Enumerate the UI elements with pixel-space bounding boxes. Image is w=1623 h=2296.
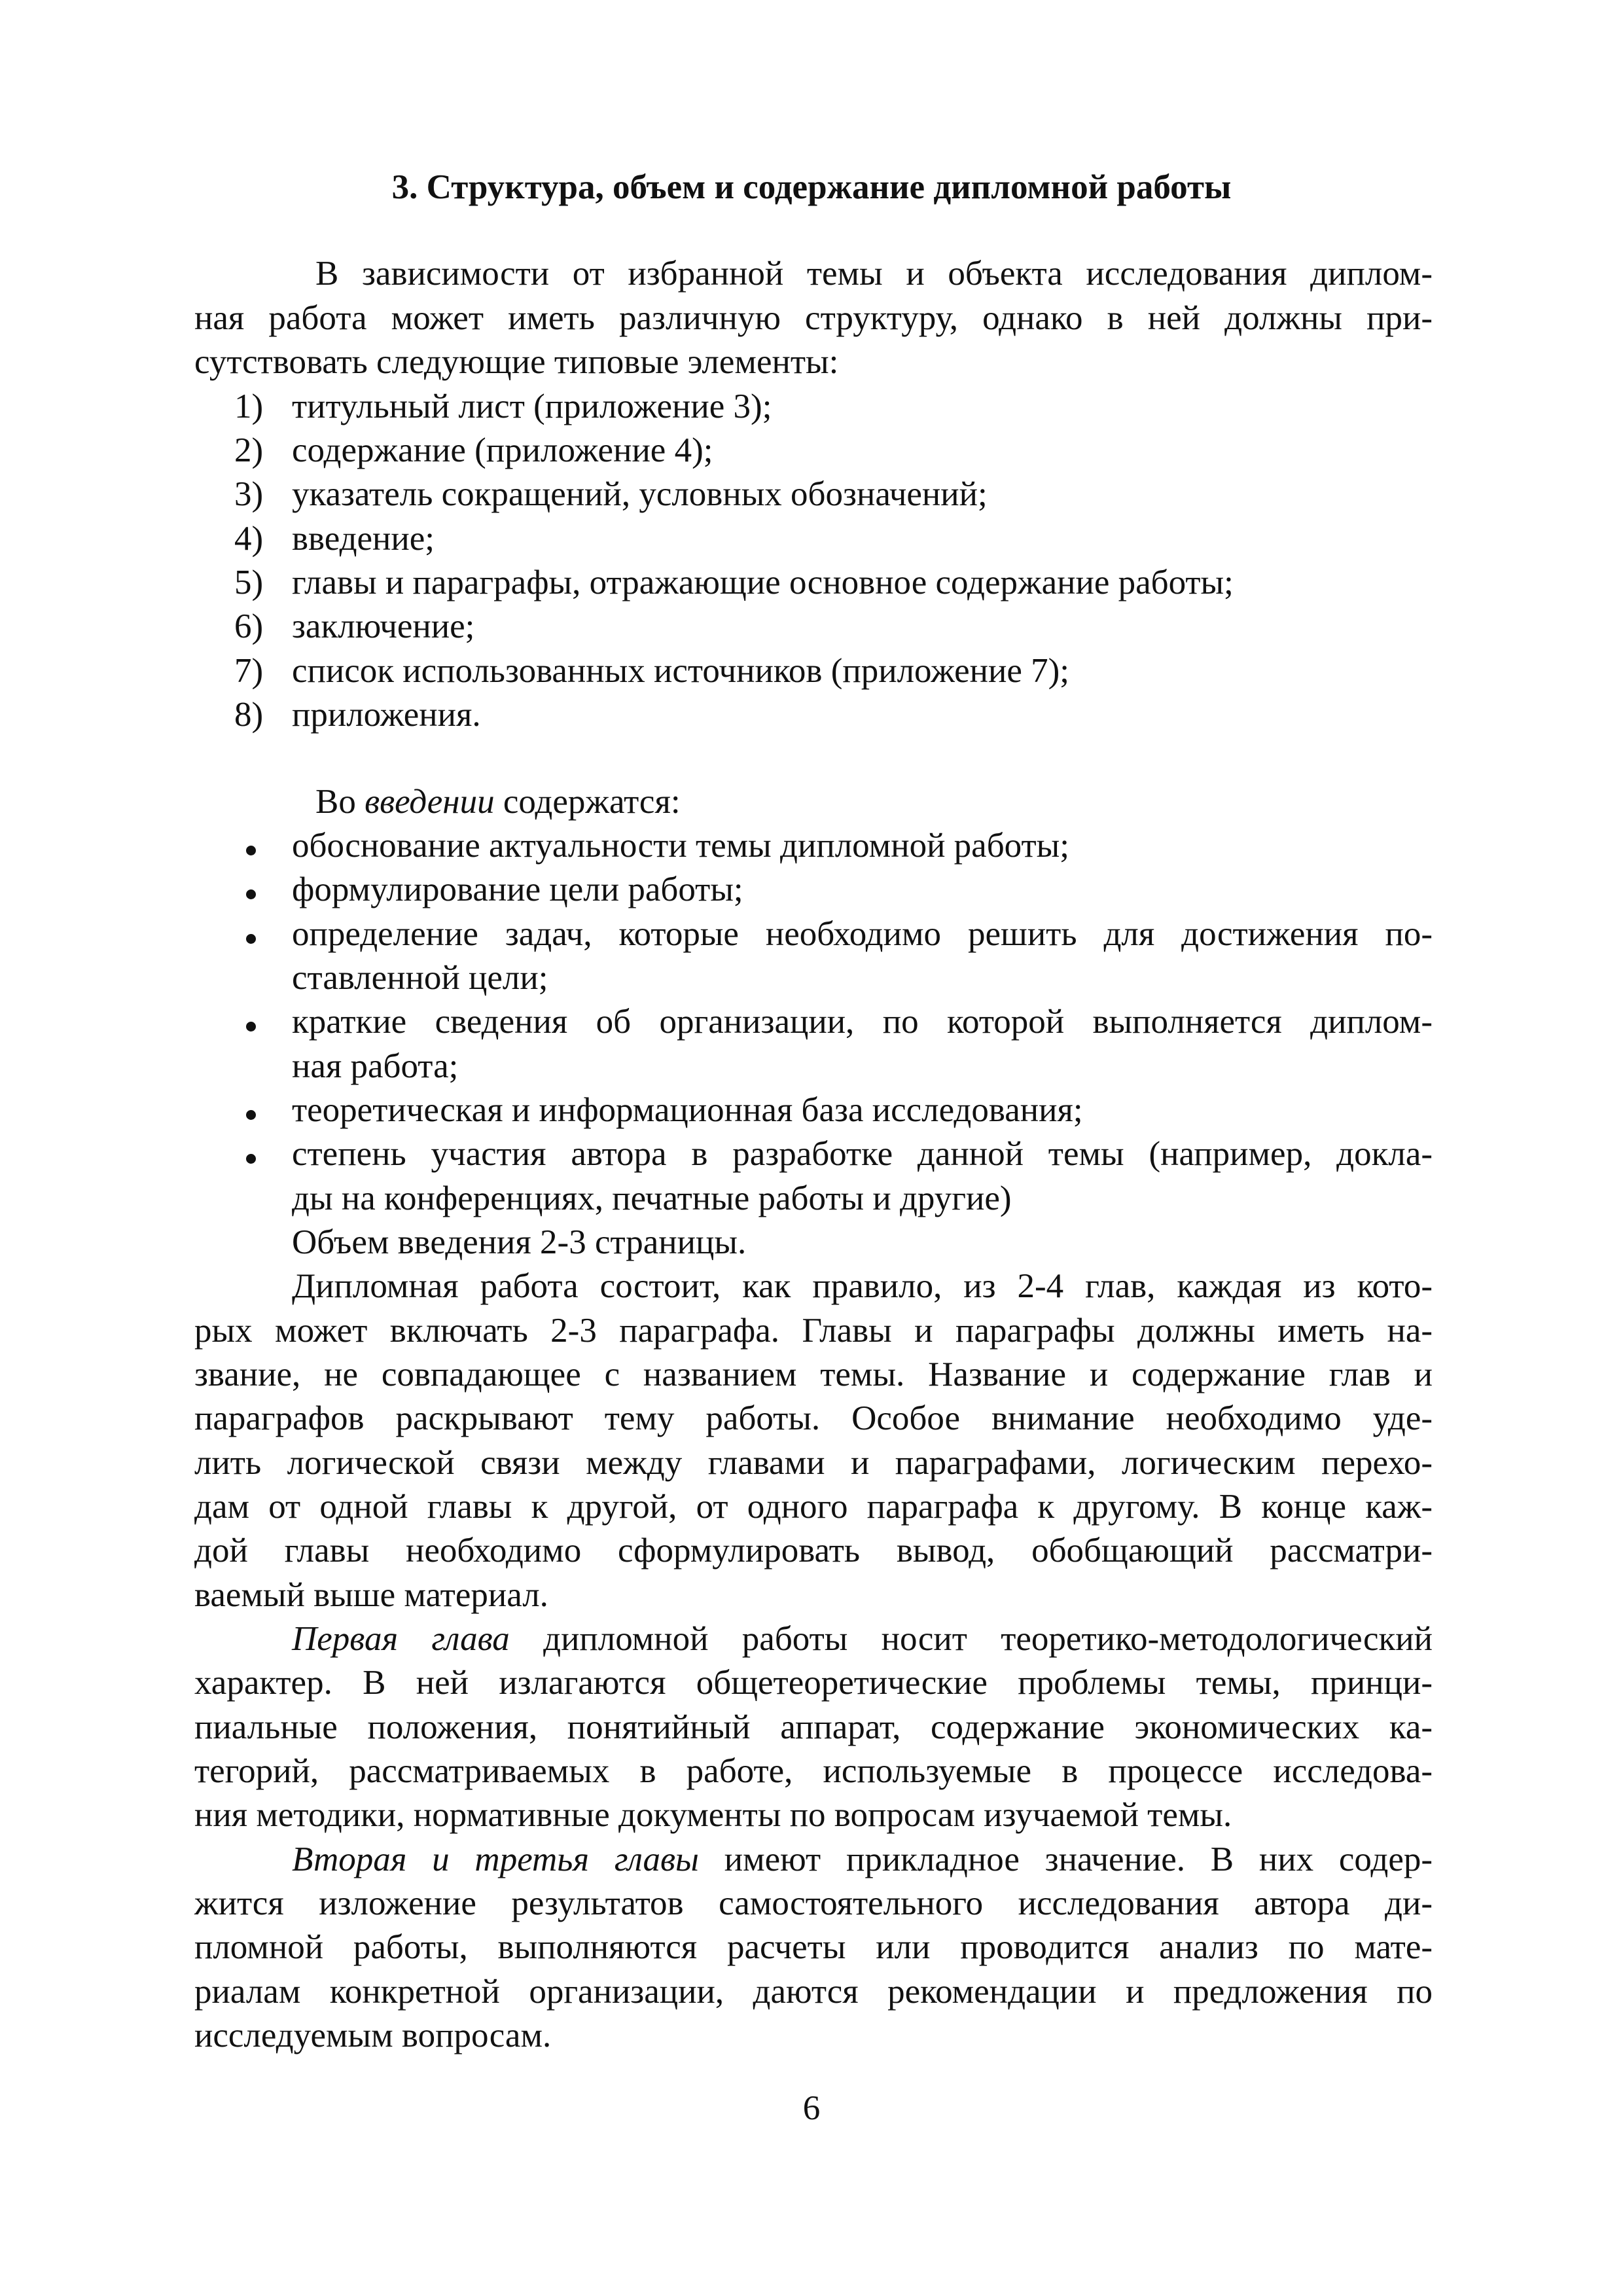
second-third-rest: имеют прикладное значение. В них содер- [698,1840,1433,1878]
first-chapter-line: ния методики, нормативные документы по вопросам изучаемой темы. [194,1796,1232,1834]
bullet-item-continuation: ная работа; [292,1047,459,1085]
bullet-item-continuation: ды на конференциях, печатные работы и другие) [292,1179,1012,1217]
list-item: приложения. [292,696,481,734]
second-third-line [292,1837,1433,1882]
bullet-dot [246,889,256,899]
second-third-line: риалам конкретной организации, даются рекомендации и предложения по [194,1973,1433,2011]
list-marker: 5) [234,564,264,601]
list-item: список использованных источников (приложение 7); [292,652,1070,690]
bullet-dot [246,934,256,944]
section-heading: 3. Структура, объем и содержание дипломной работы [391,168,1232,206]
list-marker: 2) [234,431,264,469]
intro-section-before: Во [315,783,365,821]
intro-line-1: В зависимости от избранной темы и объекта исследования диплом- [315,255,1433,293]
list-item: содержание (приложение 4); [292,431,713,469]
list-marker: 4) [234,520,264,558]
first-chapter-line: тегорий, рассматриваемых в работе, используемые в процессе исследова- [194,1752,1433,1790]
second-third-emphasis: Вторая и третья главы [292,1840,699,1878]
first-chapter-line: характер. В ней излагаются общетеоретические проблемы темы, принци- [194,1664,1433,1702]
bullet-item: степень участия автора в разработке данной темы (например, докла- [292,1135,1433,1173]
intro-section-line [315,780,1433,824]
bullet-dot [246,1154,256,1164]
first-chapter-line [292,1617,1433,1661]
second-third-line: исследуемым вопросам. [194,2017,552,2054]
first-chapter-emphasis: Первая глава [292,1620,510,1658]
chapters-paragraph-line: дам от одной главы к другой, от одного параграфа к другому. В конце каж- [194,1488,1433,1526]
intro-volume-line: Объем введения 2-3 страницы. [292,1223,747,1261]
page-number: 6 [802,2089,821,2127]
chapters-paragraph-line: Дипломная работа состоит, как правило, из 2-4 глав, каждая из кото- [292,1267,1433,1305]
list-item: заключение; [292,607,475,645]
bullet-dot [246,1110,256,1120]
intro-section-after: содержатся: [494,783,681,821]
list-marker: 7) [234,652,264,690]
list-marker: 3) [234,475,264,513]
bullet-item: краткие сведения об организации, по которой выполняется диплом- [292,1003,1433,1041]
chapters-paragraph-line: лить логической связи между главами и параграфами, логическим перехо- [194,1444,1433,1482]
chapters-paragraph-line: параграфов раскрывают тему работы. Особое внимание необходимо уде- [194,1399,1433,1437]
list-marker: 6) [234,607,264,645]
chapters-paragraph-line: звание, не совпадающее с названием темы. Название и содержание глав и [194,1355,1433,1393]
bullet-item: формулирование цели работы; [292,870,743,908]
intro-line-2: ная работа может иметь различную структуру, однако в ней должны при- [194,299,1433,337]
first-chapter-line: пиальные положения, понятийный аппарат, содержание экономических ка- [194,1708,1433,1746]
bullet-dot [246,1022,256,1031]
chapters-paragraph-line: дой главы необходимо сформулировать вывод, обобщающий рассматри- [194,1532,1433,1570]
chapters-paragraph-line: рых может включать 2-3 параграфа. Главы и параграфы должны иметь на- [194,1312,1433,1350]
list-item: главы и параграфы, отражающие основное содержание работы; [292,564,1234,601]
list-item: титульный лист (приложение 3); [292,387,772,425]
chapters-paragraph-line: ваемый выше материал. [194,1576,548,1614]
bullet-item-continuation: ставленной цели; [292,959,548,997]
list-marker: 8) [234,696,264,734]
intro-section-emphasis: введении [365,783,495,821]
list-marker: 1) [234,387,264,425]
bullet-item: определение задач, которые необходимо решить для достижения по- [292,915,1433,953]
list-item: указатель сокращений, условных обозначений; [292,475,988,513]
bullet-item: теоретическая и информационная база исследования; [292,1091,1083,1129]
intro-line-3: сутствовать следующие типовые элементы: [194,343,839,381]
list-item: введение; [292,520,435,558]
second-third-line: пломной работы, выполняются расчеты или проводится анализ по мате- [194,1928,1433,1966]
second-third-line: жится изложение результатов самостоятельного исследования автора ди- [194,1884,1433,1922]
bullet-item: обоснование актуальности темы дипломной работы; [292,827,1069,865]
first-chapter-rest: дипломной работы носит теоретико-методологический [509,1620,1433,1658]
bullet-dot [246,846,256,855]
